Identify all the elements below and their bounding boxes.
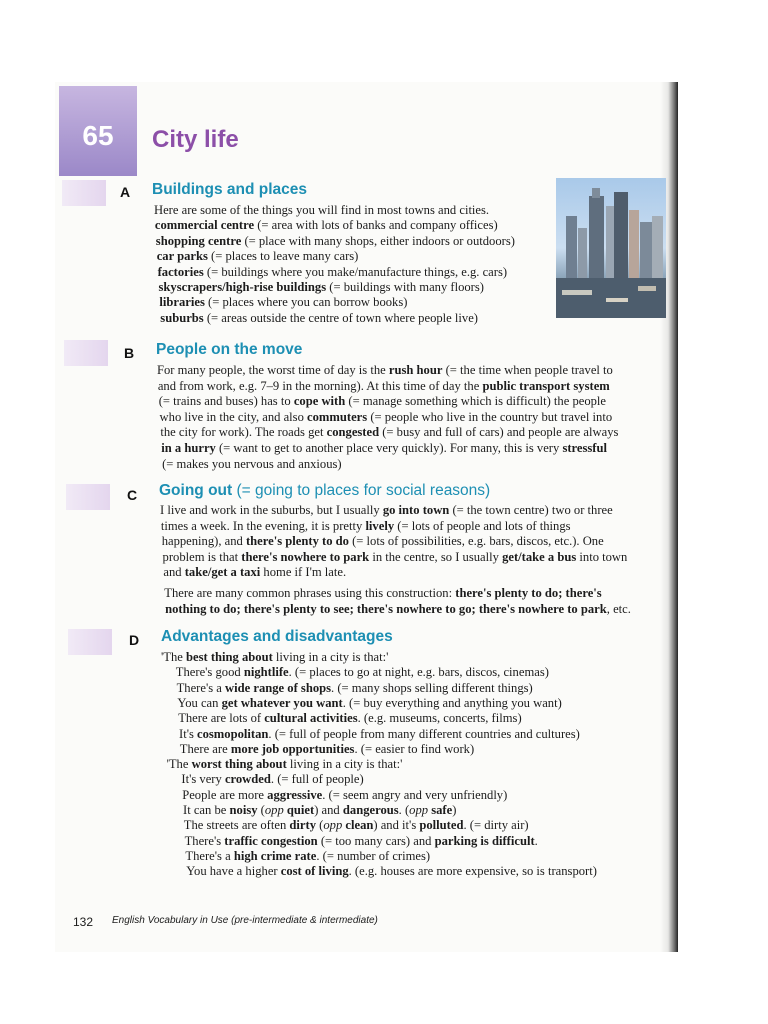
unit-title: City life: [152, 126, 239, 153]
section-d-line: There's traffic congestion (= too many cars) and parking is difficult.: [184, 833, 538, 848]
section-b-heading: People on the move: [156, 341, 303, 358]
section-d-line: 'The best thing about living in a city is that:': [161, 650, 389, 664]
book-title: English Vocabulary in Use (pre-intermediate & intermediate): [112, 915, 378, 926]
section-d-line: There's a wide range of shops. (= many shops selling different things): [176, 680, 533, 695]
section-a-line: Here are some of the things you will find in most towns and cities.: [154, 203, 490, 217]
section-d-line: There's a high crime rate. (= number of crimes): [185, 848, 431, 863]
section-b-line: who live in the city, and also commuters (= people who live in the country but travel into: [159, 409, 613, 424]
section-a-line: suburbs (= areas outside the centre of town where people live): [160, 310, 478, 325]
section-a-line: skyscrapers/high-rise buildings (= buildings with many floors): [158, 280, 484, 294]
section-b-line: the city for work). The roads get congested (= busy and full of cars) and people are always: [160, 425, 619, 440]
section-d-line: There's good nightlife. (= places to go at night, e.g. bars, discos, cinemas): [175, 665, 549, 680]
section-d-line: It can be noisy (opp quiet) and dangerous. (opp safe): [183, 803, 457, 817]
section-b-line: and from work, e.g. 7–9 in the morning). At this time of day the public transport system: [157, 378, 610, 393]
section-d-line: There are more job opportunities. (= easier to find work): [179, 741, 475, 756]
section-a-letter: A: [120, 184, 131, 200]
section-d-line: It's very crowded. (= full of people): [181, 772, 364, 787]
section-b-line: in a hurry (= want to get to another place very quickly). For many, this is very stressful: [161, 441, 607, 455]
section-c-line: times a week. In the evening, it is pretty lively (= lots of people and lots of things: [160, 518, 571, 533]
unit-number: 65: [82, 120, 114, 151]
section-c-line: problem is that there's nowhere to park in the centre, so I usually get/take a bus into town: [162, 549, 628, 564]
section-c-tab: [66, 484, 110, 510]
section-d-line: The streets are often dirty (opp clean) and it's polluted. (= dirty air): [183, 818, 529, 833]
section-d-line: You can get whatever you want. (= buy everything and anything you want): [177, 695, 562, 710]
section-d-line: It's cosmopolitan. (= full of people from many different countries and cultures): [179, 726, 580, 741]
section-c-heading: [159, 482, 490, 500]
section-d-heading: Advantages and disadvantages: [161, 628, 393, 645]
section-d-line: 'The worst thing about living in a city is that:': [166, 757, 403, 772]
section-d-tab: [68, 629, 112, 655]
section-c-line: and take/get a taxi home if I'm late.: [163, 565, 347, 580]
section-b-letter: B: [124, 345, 135, 361]
section-b-line: For many people, the worst time of day is the rush hour (= the time when people travel to: [157, 363, 613, 377]
section-c-line: I live and work in the suburbs, but I usually go into town (= the town centre) two or three: [160, 503, 613, 517]
page-number: 132: [73, 915, 94, 929]
section-c-line: There are many common phrases using this construction: there's plenty to do; there's: [164, 586, 602, 600]
section-d-line: There are lots of cultural activities. (e.g. museums, concerts, films): [178, 711, 522, 726]
section-a-line: car parks (= places to leave many cars): [156, 249, 359, 264]
section-a-line: commercial centre (= area with lots of banks and company offices): [154, 218, 498, 233]
section-b-tab: [64, 340, 108, 366]
section-c-heading-main: Going out: [159, 482, 233, 499]
section-a-line: libraries (= places where you can borrow books): [159, 295, 408, 310]
section-c-heading-sub: (= going to places for social reasons): [236, 482, 491, 499]
section-a-heading: Buildings and places: [152, 181, 308, 198]
section-d-letter: D: [129, 632, 140, 648]
section-a-line: factories (= buildings where you make/manufacture things, e.g. cars): [157, 264, 508, 279]
section-b-line: (= trains and buses) has to cope with (= manage something which is difficult) the people: [158, 394, 607, 409]
section-d-line: You have a higher cost of living. (e.g. houses are more expensive, so is transport): [186, 864, 597, 879]
section-c-line: happening), and there's plenty to do (= lots of possibilities, e.g. bars, discos, etc.). One: [161, 534, 604, 549]
section-c-letter: C: [127, 487, 138, 503]
section-b-line: (= makes you nervous and anxious): [162, 456, 342, 471]
section-d-line: People are more aggressive. (= seem angry and very unfriendly): [182, 787, 508, 802]
section-a-tab: [62, 180, 106, 206]
city-skyline-photo: [556, 178, 666, 318]
section-a-line: shopping centre (= place with many shops, either indoors or outdoors): [155, 233, 515, 248]
section-c-line: nothing to do; there's plenty to see; there's nowhere to go; there's nowhere to park, etc.: [165, 601, 631, 616]
